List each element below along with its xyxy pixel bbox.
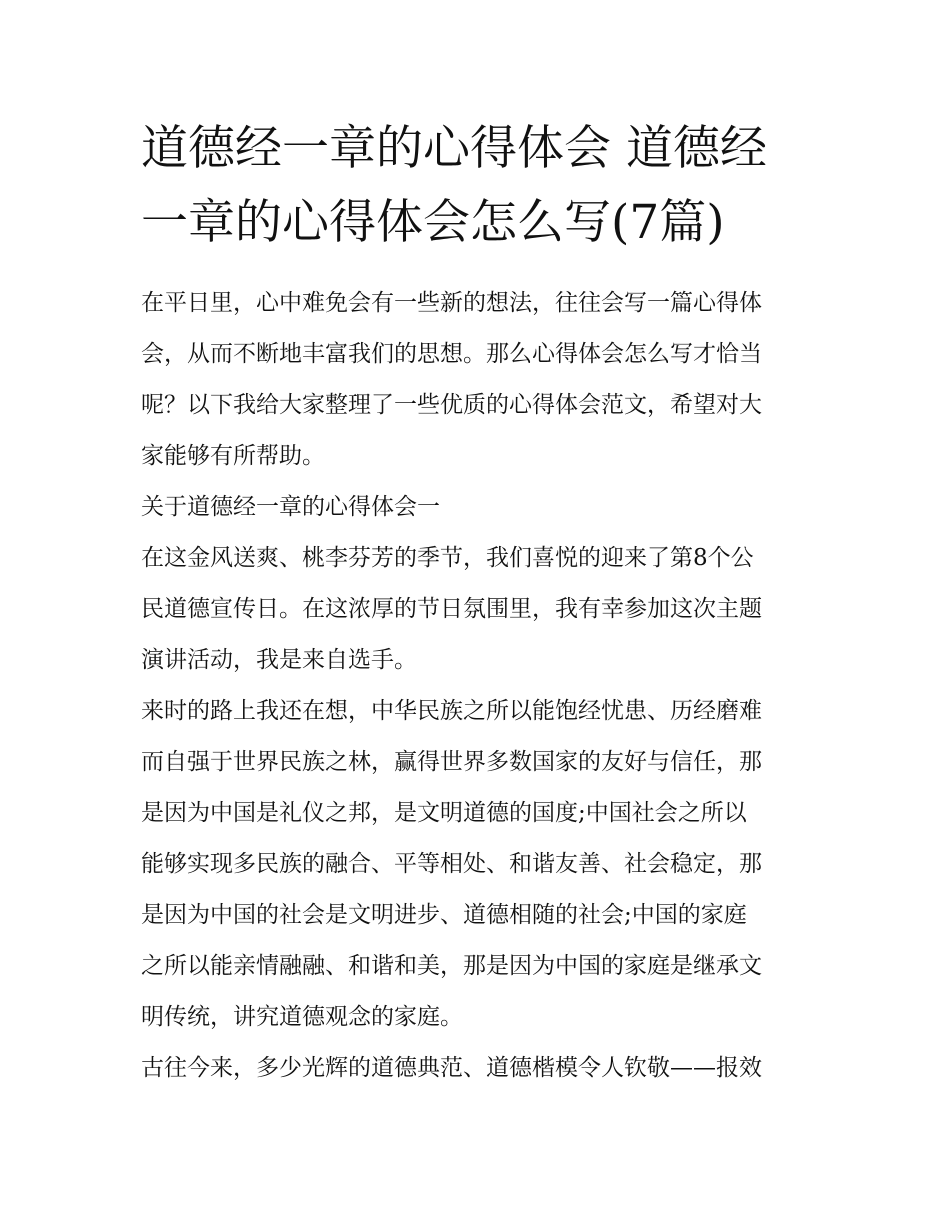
body-paragraph [141,686,813,1043]
text-line: 会，从而不断地丰富我们的思想。那么心得体会怎么写才恰当 [141,341,762,367]
body-paragraph [141,1043,813,1094]
text-line: 而自强于世界民族之林，赢得世界多数国家的友好与信任，那 [141,749,762,775]
section-heading [141,482,813,533]
text-line: 之所以能亲情融融、和谐和美，那是因为中国的家庭是继承文 [141,953,762,979]
body-paragraph [141,533,813,686]
text-line: 能够实现多民族的融合、平等相处、和谐友善、社会稳定，那 [141,851,762,877]
text-line: 明传统，讲究道德观念的家庭。 [141,1004,463,1030]
text-line: 来时的路上我还在想，中华民族之所以能饱经忧患、历经磨难 [141,698,762,724]
title-line: 道德经一章的心得体会 道德经 [141,121,767,176]
text-line: 演讲活动，我是来自选手。 [141,647,417,673]
document-body [141,278,813,1094]
text-line: 是因为中国的社会是文明进步、道德相随的社会;中国的家庭 [141,902,747,928]
text-line: 是因为中国是礼仪之邦，是文明道德的国度;中国社会之所以 [141,800,747,826]
intro-paragraph [141,278,813,482]
text-line: 民道德宣传日。在这浓厚的节日氛围里，我有幸参加这次主题 [141,596,762,622]
text-line: 呢？以下我给大家整理了一些优质的心得体会范文，希望对大 [141,392,762,418]
document-title [141,112,821,260]
text-line: 古往今来，多少光辉的道德典范、道德楷模令人钦敬——报效 [141,1055,762,1081]
text-line: 在平日里，心中难免会有一些新的想法，往往会写一篇心得体 [141,290,762,316]
text-line: 家能够有所帮助。 [141,443,325,469]
text-line: 关于道德经一章的心得体会一 [141,494,440,520]
text-line: 在这金风送爽、桃李芬芳的季节，我们喜悦的迎来了第8个公 [141,545,754,571]
title-line: 一章的心得体会怎么写(7篇) [141,195,725,250]
